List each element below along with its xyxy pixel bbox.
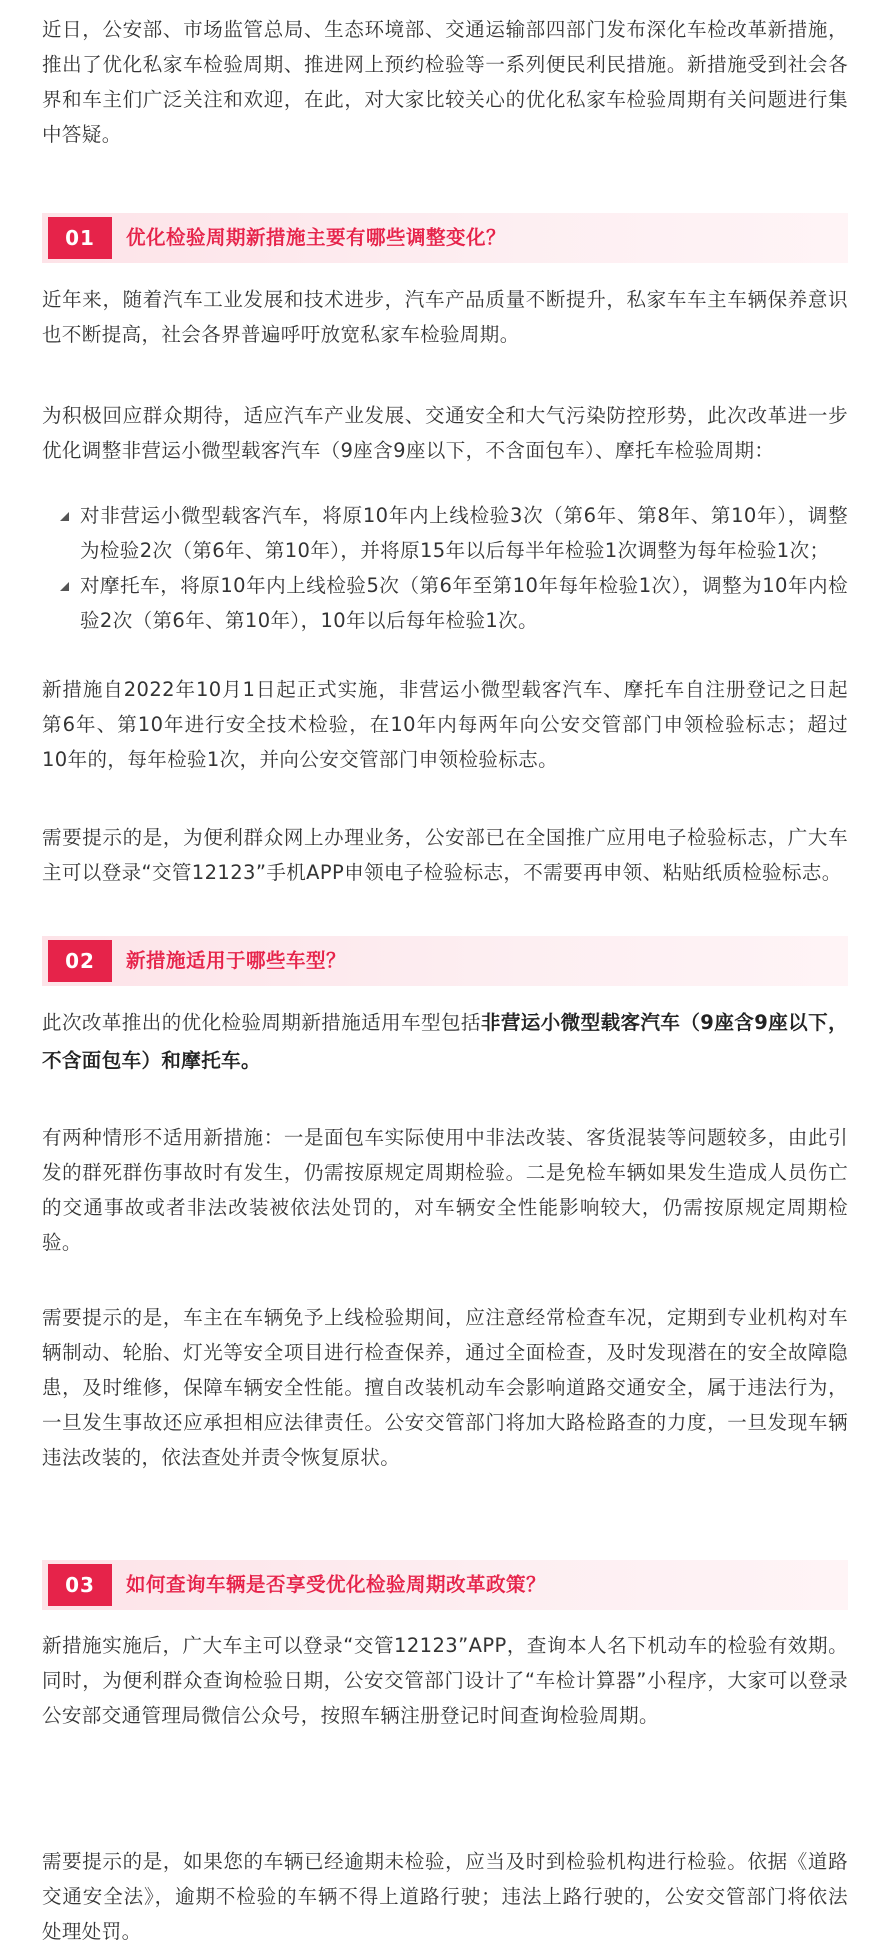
section-01-paragraph-1: 近年来，随着汽车工业发展和技术进步，汽车产品质量不断提升，私家车车主车辆保养意识也不断提高，社会各界普遍呼吁放宽私家车检验周期。 xyxy=(42,288,848,346)
section-03-paragraph-1: 新措施实施后，广大车主可以登录“交管12123”APP，查询本人名下机动车的检验有效期。同时，为便利群众查询检验日期，公安交管部门设计了“车检计算器”小程序，大家可以登录公安部交通管理局微信公众号，按照车辆注册登记时间查询检验周期。 xyxy=(42,1634,848,1727)
section-02-paragraph-3: 需要提示的是，车主在车辆免予上线检验期间，应注意经常检查车况，定期到专业机构对车辆制动、轮胎、灯光等安全项目进行检查保养，通过全面检查，及时发现潜在的安全故障隐患，及时维修，保障车辆安全性能。擅自改装机动车会影响道路交通安全，属于违法行为，一旦发生事故还应承担相应法律责任。公安交管部门将加大路检路查的力度，一旦发现车辆违法改装的，依法查处并责令恢复原状。 xyxy=(42,1306,848,1469)
section-03-paragraph-2: 需要提示的是，如果您的车辆已经逾期未检验，应当及时到检验机构进行检验。依据《道路交通安全法》，逾期不检验的车辆不得上道路行驶；违法上路行驶的，公安交管部门将依法处理处罚。 xyxy=(42,1850,848,1943)
section-header-02 xyxy=(42,936,848,986)
section-01-bullet-list xyxy=(60,498,848,638)
section-number-badge: 01 xyxy=(48,217,112,259)
triangle-bullet-icon xyxy=(60,582,69,591)
section-header-03 xyxy=(42,1560,848,1610)
section-02-paragraph-1 xyxy=(42,1004,848,1080)
section-title: 优化检验周期新措施主要有哪些调整变化？ xyxy=(126,226,507,249)
section-number-badge: 03 xyxy=(48,1564,112,1606)
list-item xyxy=(60,568,848,638)
section-number-badge: 02 xyxy=(48,940,112,982)
section-01-paragraph-2: 为积极回应群众期待，适应汽车产业发展、交通安全和大气污染防控形势，此次改革进一步优化调整非营运小微型载客汽车（9座含9座以下，不含面包车）、摩托车检验周期： xyxy=(42,404,848,462)
section-01-paragraph-3: 新措施自2022年10月1日起正式实施，非营运小微型载客汽车、摩托车自注册登记之日起第6年、第10年进行安全技术检验，在10年内每两年向公安交管部门申领检验标志；超过10年的，每年检验1次，并向公安交管部门申领检验标志。 xyxy=(42,678,848,771)
triangle-bullet-icon xyxy=(60,512,69,521)
highlighted-vehicle-types: 非营运小微型载客汽车（9座含9座以下，不含面包车）和摩托车。 xyxy=(42,1011,848,1072)
section-title: 新措施适用于哪些车型？ xyxy=(126,949,347,972)
bullet-text: 对非营运小微型载客汽车，将原10年内上线检验3次（第6年、第8年、第10年），调整为检验2次（第6年、第10年），并将原15年以后每半年检验1次调整为每年检验1次； xyxy=(80,504,848,562)
list-item xyxy=(60,498,848,568)
section-01-paragraph-4: 需要提示的是，为便利群众网上办理业务，公安部已在全国推广应用电子检验标志，广大车主可以登录“交管12123”手机APP申领电子检验标志，不需要再申领、粘贴纸质检验标志。 xyxy=(42,826,848,884)
section-title: 如何查询车辆是否享受优化检验周期改革政策？ xyxy=(126,1573,547,1596)
section-header-01 xyxy=(42,213,848,263)
intro-paragraph: 近日，公安部、市场监管总局、生态环境部、交通运输部四部门发布深化车检改革新措施，推出了优化私家车检验周期、推进网上预约检验等一系列便民利民措施。新措施受到社会各界和车主们广泛关注和欢迎，在此，对大家比较关心的优化私家车检验周期有关问题进行集中答疑。 xyxy=(42,18,848,146)
paragraph-text: 此次改革推出的优化检验周期新措施适用车型包括 xyxy=(42,1011,481,1034)
section-02-paragraph-2: 有两种情形不适用新措施：一是面包车实际使用中非法改装、客货混装等问题较多，由此引发的群死群伤事故时有发生，仍需按原规定周期检验。二是免检车辆如果发生造成人员伤亡的交通事故或者非法改装被依法处罚的，对车辆安全性能影响较大，仍需按原规定周期检验。 xyxy=(42,1126,848,1254)
bullet-text: 对摩托车，将原10年内上线检验5次（第6年至第10年每年检验1次），调整为10年内检验2次（第6年、第10年），10年以后每年检验1次。 xyxy=(80,574,848,632)
